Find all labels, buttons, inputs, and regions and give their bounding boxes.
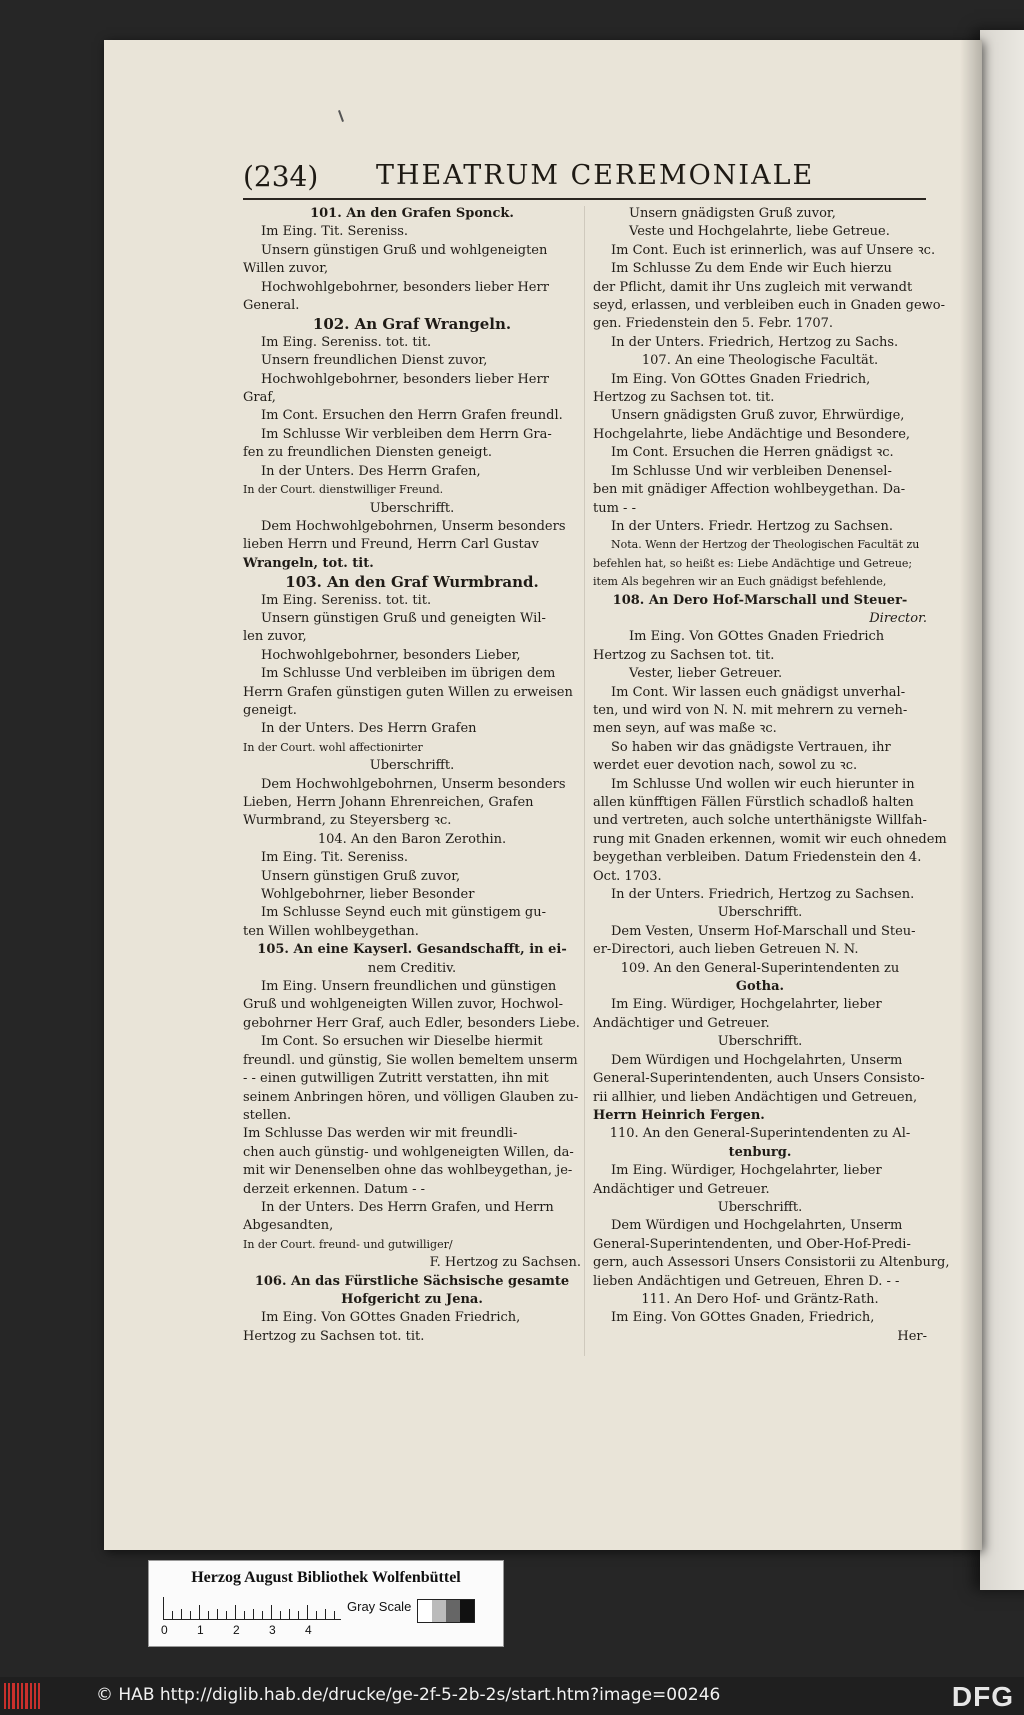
- text-line: Wrangeln, tot. tit.: [243, 555, 374, 571]
- text-line: rung mit Gnaden erkennen, womit wir euch ohnedem: [593, 831, 947, 847]
- text-line: Im Schlusse Das werden wir mit freundli-: [243, 1126, 518, 1142]
- text-line: Uberschrifft.: [717, 1199, 803, 1215]
- text-line: ben mit gnädiger Affection wohlbeygethan. Da-: [593, 482, 906, 498]
- text-line: Wurmbrand, zu Steyersberg ꝛc.: [243, 813, 452, 829]
- text-line: Unsern gnädigsten Gruß zuvor,: [629, 206, 836, 221]
- text-line: men seyn, auf was maße ꝛc.: [593, 721, 777, 737]
- ruler-tick: [280, 1611, 281, 1619]
- text-line: In der Unters. Des Herrn Grafen: [261, 721, 477, 737]
- text-line: Im Eing. Würdiger, Hochgelahrter, lieber: [611, 997, 882, 1013]
- text-line: Im Cont. So ersuchen wir Dieselbe hiermit: [261, 1034, 543, 1050]
- text-line: geneigt.: [243, 702, 297, 718]
- text-line: In der Court. wohl affectionirter: [243, 740, 423, 754]
- text-line: 107. An eine Theologische Facultät.: [641, 353, 879, 369]
- text-line: Dem Würdigen und Hochgelahrten, Unserm: [611, 1218, 903, 1234]
- text-line: Im Schlusse Und wir verbleiben Denensel-: [611, 463, 892, 479]
- text-line: F. Hertzog zu Sachsen.: [429, 1255, 581, 1271]
- copyright-link[interactable]: © HAB http://diglib.hab.de/drucke/ge-2f-5-2b-2s/start.htm?image=00246: [96, 1685, 721, 1705]
- text-line: 103. An den Graf Wurmbrand.: [285, 573, 539, 592]
- text-line: Vester, lieber Getreuer.: [629, 666, 783, 682]
- text-line: Im Schlusse Seynd euch mit günstigem gu-: [261, 905, 546, 921]
- text-line: Dem Hochwohlgebohrnen, Unserm besonders: [261, 776, 566, 792]
- text-line: allen künfftigen Fällen Fürstlich schadloß halten: [593, 795, 914, 810]
- ruler-tick: [244, 1611, 245, 1619]
- adjacent-page-edge: [980, 30, 1024, 1590]
- text-line: Im Eing. Würdiger, Hochgelahrter, lieber: [611, 1163, 882, 1179]
- text-line: tenburg.: [728, 1144, 792, 1160]
- text-line: Im Eing. Von GOttes Gnaden Friedrich,: [261, 1310, 521, 1326]
- text-line: Andächtiger und Getreuer.: [593, 1181, 770, 1197]
- text-line: Unsern günstigen Gruß und geneigten Wil-: [261, 610, 546, 626]
- text-line: Graf,: [243, 390, 276, 406]
- text-line: 102. An Graf Wrangeln.: [312, 315, 512, 334]
- text-line: So haben wir das gnädigste Vertrauen, ihr: [611, 739, 891, 755]
- text-line: seyd, erlassen, und verbleiben euch in Gnaden gewo-: [593, 298, 945, 314]
- text-line: Uberschrifft.: [717, 905, 803, 921]
- text-line: beygethan verbleiben. Datum Friedenstein den 4.: [593, 850, 922, 866]
- swatch-black: [460, 1600, 474, 1622]
- text-line: 106. An das Fürstliche Sächsische gesamte: [254, 1273, 570, 1289]
- text-line: 101. An den Grafen Sponck.: [310, 206, 514, 221]
- text-line: General-Superintendenten, und Ober-Hof-Predi-: [593, 1236, 911, 1252]
- text-line: stellen.: [243, 1107, 292, 1123]
- text-line: tum - -: [593, 500, 636, 516]
- gray-scale-swatches: [417, 1599, 475, 1623]
- text-line: Im Schlusse Wir verbleiben dem Herrn Gra-: [261, 426, 552, 442]
- text-line: In der Unters. Des Herrn Grafen, und Herrn: [261, 1199, 554, 1215]
- text-line: Unsern gnädigsten Gruß zuvor, Ehrwürdige,: [611, 408, 905, 424]
- left-column: [243, 205, 581, 1346]
- ruler-tick: [262, 1611, 263, 1619]
- text-line: Im Eing. Von GOttes Gnaden, Friedrich,: [611, 1310, 875, 1326]
- gray-scale-label: Gray Scale: [347, 1599, 412, 1614]
- text-line: werdet euer devotion nach, sowol zu ꝛc.: [593, 758, 858, 774]
- text-line: Hertzog zu Sachsen tot. tit.: [593, 390, 775, 406]
- text-line: 108. An Dero Hof-Marschall und Steuer-: [612, 592, 908, 608]
- text-line: In der Unters. Friedr. Hertzog zu Sachsen.: [611, 518, 893, 534]
- text-line: Im Eing. Unsern freundlichen und günstigen: [261, 979, 557, 995]
- ruler-number: 0: [161, 1623, 168, 1637]
- hab-logo-icon: [4, 1683, 48, 1709]
- text-line: Director.: [869, 610, 927, 626]
- text-line: Uberschrifft.: [717, 1034, 803, 1050]
- ruler-tick: [217, 1609, 218, 1619]
- text-line: Im Eing. Sereniss. tot. tit.: [261, 592, 432, 608]
- text-line: lieben Andächtigen und Getreuen, Ehren D. - -: [593, 1273, 900, 1289]
- page-gutter-shadow: [960, 40, 982, 1550]
- text-line: Im Cont. Ersuchen die Herren gnädigst ꝛc.: [611, 445, 894, 461]
- page-number: (234): [243, 160, 319, 193]
- text-line: 109. An den General-Superintendenten zu: [620, 960, 900, 976]
- text-line: gen. Friedenstein den 5. Febr. 1707.: [593, 316, 834, 332]
- ruler-tick: [334, 1611, 335, 1619]
- header-rule: [243, 198, 926, 200]
- right-column: [593, 205, 950, 1346]
- text-line: fen zu freundlichen Diensten geneigt.: [243, 445, 492, 461]
- text-line: Uberschrifft.: [369, 500, 455, 516]
- text-line: Dem Vesten, Unserm Hof-Marschall und Steu-: [611, 923, 916, 939]
- text-line: Herrn Grafen günstigen guten Willen zu erweisen: [243, 684, 573, 700]
- text-line: Gotha.: [735, 979, 785, 995]
- text-line: 110. An den General-Superintendenten zu Al-: [609, 1126, 911, 1142]
- text-line: Hertzog zu Sachsen tot. tit.: [243, 1328, 425, 1344]
- ruler-tick: [253, 1609, 254, 1619]
- text-line: ten Willen wohlbeygethan.: [243, 923, 419, 939]
- text-line: Gruß und wohlgeneigten Willen zuvor, Hochwol-: [243, 997, 564, 1013]
- text-line: Veste und Hochgelahrte, liebe Getreue.: [629, 224, 890, 240]
- ruler-tick: [208, 1611, 209, 1619]
- text-line: In der Unters. Friedrich, Hertzog zu Sachsen.: [611, 887, 915, 903]
- text-line: Hochwohlgebohrner, besonders Lieber,: [261, 647, 521, 663]
- text-line: ten, und wird von N. N. mit mehrern zu verneh-: [593, 702, 908, 718]
- text-line: rii allhier, und lieben Andächtigen und Getreuen,: [593, 1089, 918, 1105]
- ruler-tick: [172, 1611, 173, 1619]
- ruler-tick: [271, 1605, 272, 1619]
- column-divider: [584, 206, 585, 1356]
- ruler-number: 1: [197, 1623, 204, 1637]
- ruler-tick: [235, 1605, 236, 1619]
- text-line: 104. An den Baron Zerothin.: [317, 831, 507, 847]
- scale-ruler: [163, 1597, 341, 1620]
- text-line: freundl. und günstig, Sie wollen bemeltem unserm: [243, 1052, 578, 1068]
- text-line: Im Cont. Ersuchen den Herrn Grafen freundl.: [261, 408, 563, 424]
- text-line: 111. An Dero Hof- und Gräntz-Rath.: [641, 1291, 879, 1307]
- text-line: Hofgericht zu Jena.: [341, 1291, 483, 1307]
- text-line: nem Creditiv.: [367, 960, 457, 976]
- text-line: Andächtiger und Getreuer.: [593, 1015, 770, 1031]
- text-line: Willen zuvor,: [243, 261, 329, 277]
- text-line: Hochwohlgebohrner, besonders lieber Herr: [261, 279, 549, 295]
- ruler-tick: [289, 1609, 290, 1619]
- text-line: und vertreten, auch solche unterthänigste Willfah-: [593, 813, 927, 829]
- text-line: Hochgelahrte, liebe Andächtige und Besondere,: [593, 426, 911, 442]
- text-line: der Pflicht, damit ihr Uns zugleich mit verwandt: [593, 279, 913, 295]
- text-line: Im Eing. Tit. Sereniss.: [261, 224, 409, 240]
- text-line: Herrn Heinrich Fergen.: [593, 1107, 765, 1123]
- text-line: Im Cont. Wir lassen euch gnädigst unverhal-: [611, 684, 906, 700]
- text-line: befehlen hat, so heißt es: Liebe Andächtige und Getreue;: [593, 556, 913, 570]
- text-line: Oct. 1703.: [593, 868, 662, 884]
- ruler-tick: [316, 1611, 317, 1619]
- text-line: Im Schlusse Zu dem Ende wir Euch hierzu: [611, 261, 892, 277]
- text-line: er-Directori, auch lieben Getreuen N. N.: [593, 942, 859, 958]
- swatch-mid: [446, 1600, 460, 1622]
- library-name: Herzog August Bibliothek Wolfenbüttel: [191, 1569, 461, 1586]
- text-line: Abgesandten,: [243, 1218, 334, 1234]
- ruler-number: 4: [305, 1623, 312, 1637]
- text-line: In der Court. dienstwilliger Freund.: [243, 483, 444, 497]
- ruler-tick: [325, 1609, 326, 1619]
- text-line: Wohlgebohrner, lieber Besonder: [261, 887, 475, 903]
- text-line: In der Unters. Friedrich, Hertzog zu Sachs.: [611, 334, 899, 350]
- text-line: chen auch günstig- und wohlgeneigten Willen, da-: [243, 1144, 574, 1160]
- text-line: General-Superintendenten, auch Unsers Consisto-: [593, 1071, 925, 1087]
- ruler-tick: [226, 1611, 227, 1619]
- text-line: gern, auch Assessori Unsers Consistorii zu Altenburg,: [593, 1255, 950, 1271]
- ruler-tick: [181, 1609, 182, 1619]
- swatch-light: [432, 1600, 446, 1622]
- ruler-number: 2: [233, 1623, 240, 1637]
- text-line: Im Eing. Von GOttes Gnaden Friedrich,: [611, 371, 871, 387]
- text-line: gebohrner Herr Graf, auch Edler, besonders Liebe.: [243, 1015, 580, 1031]
- footer-bar: [0, 1677, 1024, 1715]
- text-line: - - einen gutwilligen Zutritt verstatten, ihn mit: [243, 1071, 549, 1087]
- dfg-logo: DFG: [951, 1681, 1014, 1712]
- text-line: Im Eing. Sereniss. tot. tit.: [261, 334, 432, 350]
- ruler-tick: [307, 1605, 308, 1619]
- ruler-tick: [298, 1611, 299, 1619]
- text-line: In der Unters. Des Herrn Grafen,: [261, 463, 481, 479]
- text-line: Unsern freundlichen Dienst zuvor,: [261, 353, 488, 369]
- ruler-tick: [199, 1605, 200, 1619]
- text-line: Unsern günstigen Gruß und wohlgeneigten: [261, 242, 548, 258]
- text-line: Im Eing. Tit. Sereniss.: [261, 850, 409, 866]
- text-line: Uberschrifft.: [369, 758, 455, 774]
- text-line: General.: [243, 298, 300, 314]
- text-line: Nota. Wenn der Hertzog der Theologischen Facultät zu: [611, 538, 920, 552]
- text-line: seinem Anbringen hören, und völligen Glauben zu-: [243, 1089, 579, 1105]
- text-line: lieben Herrn und Freund, Herrn Carl Gustav: [243, 537, 539, 553]
- text-line: Hertzog zu Sachsen tot. tit.: [593, 647, 775, 663]
- ruler-number: 3: [269, 1623, 276, 1637]
- swatch-white: [418, 1600, 432, 1622]
- text-line: Her-: [897, 1328, 927, 1344]
- library-label: [148, 1560, 504, 1647]
- text-line: Im Eing. Von GOttes Gnaden Friedrich: [629, 629, 885, 645]
- text-line: Dem Würdigen und Hochgelahrten, Unserm: [611, 1052, 903, 1068]
- text-line: Im Cont. Euch ist erinnerlich, was auf Unsere ꝛc.: [611, 242, 936, 258]
- ruler-tick: [190, 1611, 191, 1619]
- ruler-tick: [163, 1597, 164, 1619]
- text-line: In der Court. freund- und gutwilliger/: [243, 1237, 453, 1251]
- text-line: Im Schlusse Und wollen wir euch hierunter in: [611, 776, 915, 792]
- text-line: Dem Hochwohlgebohrnen, Unserm besonders: [261, 518, 566, 534]
- text-line: Hochwohlgebohrner, besonders lieber Herr: [261, 371, 549, 387]
- text-line: 105. An eine Kayserl. Gesandschafft, in ei-: [257, 942, 567, 958]
- text-line: len zuvor,: [243, 629, 307, 645]
- text-line: Unsern günstigen Gruß zuvor,: [261, 868, 461, 884]
- text-line: mit wir Denenselben ohne das wohlbeygethan, je-: [243, 1163, 573, 1179]
- running-title: THEATRUM CEREMONIALE: [376, 160, 815, 191]
- text-line: item Als begehren wir an Euch gnädigst befehlende,: [593, 575, 887, 589]
- text-line: derzeit erkennen. Datum - -: [243, 1181, 425, 1197]
- text-line: Lieben, Herrn Johann Ehrenreichen, Grafen: [243, 795, 534, 810]
- text-line: Im Schlusse Und verbleiben im übrigen dem: [261, 666, 556, 682]
